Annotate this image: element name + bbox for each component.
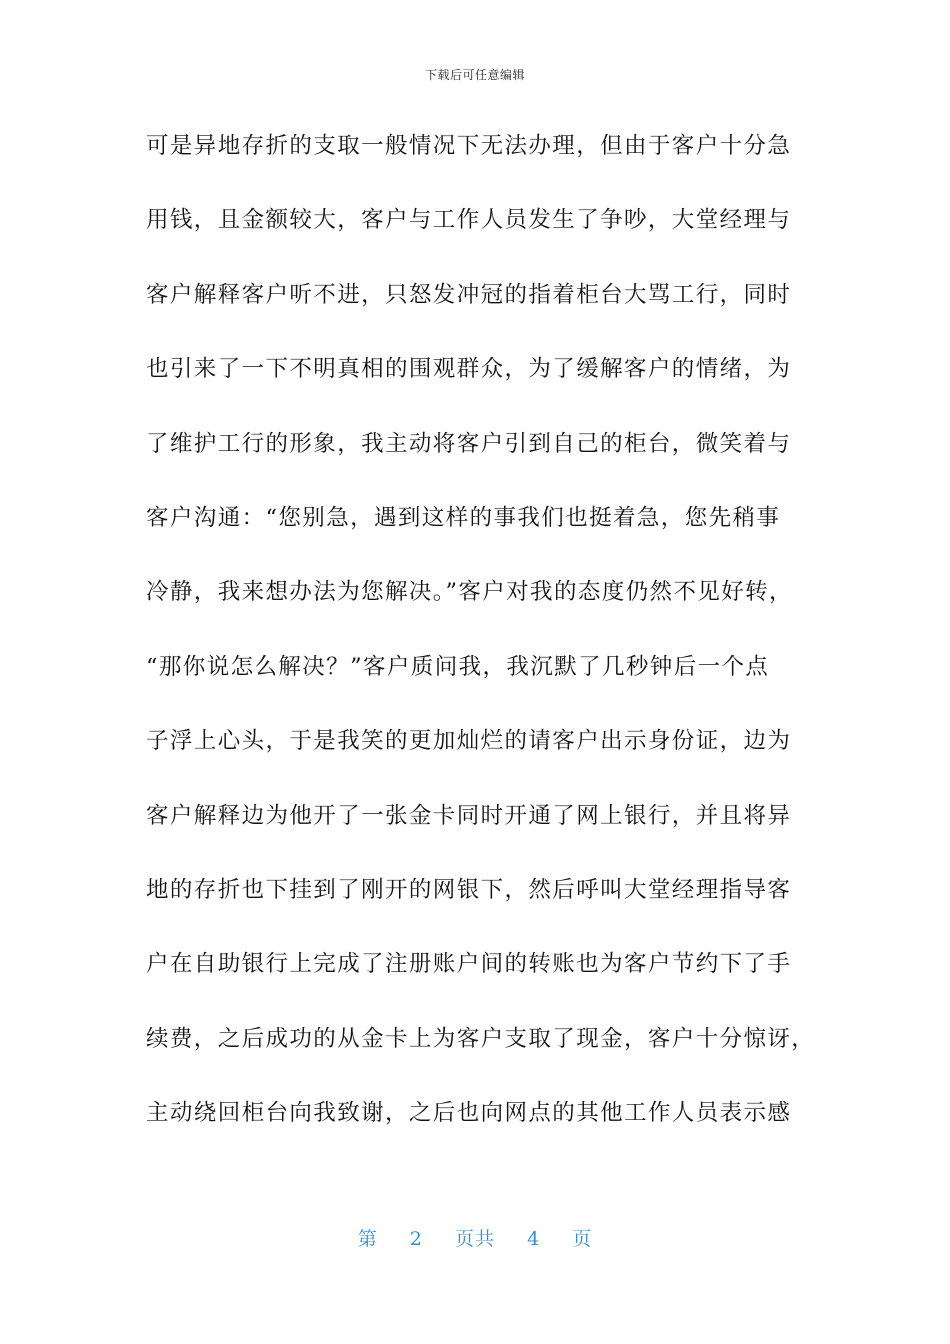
body-text xyxy=(146,126,816,1167)
body-line: 也引来了一下不明真相的围观群众，为了缓解客户的情绪，为 xyxy=(146,356,792,383)
body-line: 客户解释边为他开了一张金卡同时开通了网上银行，并且将异 xyxy=(146,802,792,829)
footer-suffix: 页 xyxy=(572,1228,593,1250)
header-note: 下载后可任意编辑 xyxy=(424,68,525,82)
body-line: 地的存折也下挂到了刚开的网银下，然后呼叫大堂经理指导客 xyxy=(146,876,792,903)
body-line: 主动绕回柜台向我致谢，之后也向网点的其他工作人员表示感 xyxy=(146,1100,792,1127)
total-page-number: 4 xyxy=(527,1228,541,1250)
body-line: 可是异地存折的支取一般情况下无法办理，但由于客户十分急 xyxy=(146,133,792,159)
body-line: 冷静，我来想办法为您解决。”客户对我的态度仍然不见好转， xyxy=(146,579,793,606)
page-footer xyxy=(0,1224,950,1251)
body-line: 用钱，且金额较大，客户与工作人员发生了争吵，大堂经理与 xyxy=(146,207,792,234)
body-line: 客户沟通：“您别急，遇到这样的事我们也挺着急，您先稍事 xyxy=(146,504,781,531)
body-line: 续费，之后成功的从金卡上为客户支取了现金，客户十分惊讶， xyxy=(146,1025,816,1052)
current-page-number: 2 xyxy=(409,1228,423,1250)
footer-middle: 页共 xyxy=(454,1228,495,1250)
body-line: 户在自助银行上完成了注册账户间的转账也为客户节约下了手 xyxy=(146,951,792,978)
body-line: 了维护工行的形象，我主动将客户引到自己的柜台，微笑着与 xyxy=(146,430,792,457)
body-line: 客户解释客户听不进，只怒发冲冠的指着柜台大骂工行，同时 xyxy=(146,281,792,308)
footer-prefix: 第 xyxy=(357,1228,378,1250)
body-line: 子浮上心头，于是我笑的更加灿烂的请客户出示身份证，边为 xyxy=(146,728,792,755)
body-line: “那你说怎么解决？”客户质问我，我沉默了几秒钟后一个点 xyxy=(146,653,770,680)
